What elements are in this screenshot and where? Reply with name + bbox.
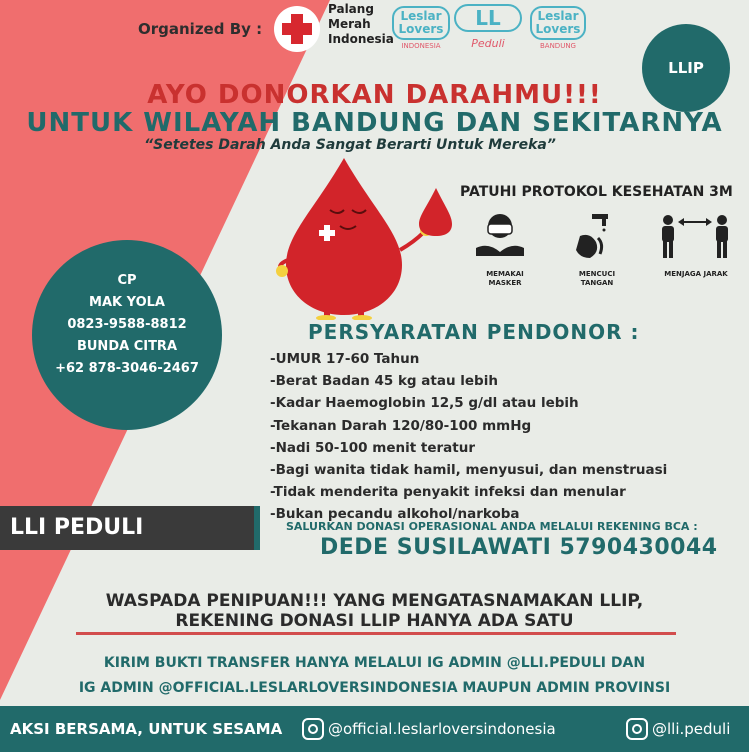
protocol-item-mask	[470, 212, 540, 288]
donation-account: DEDE SUSILAWATI 5790430044	[320, 535, 718, 560]
logo-ll-peduli-name: LL	[454, 4, 522, 32]
contact-circle	[32, 240, 222, 430]
requirement-item: -Berat Badan 45 kg atau lebih	[270, 373, 498, 390]
warning-underline	[76, 632, 676, 635]
distance-icon	[656, 212, 736, 262]
instagram-icon	[302, 718, 324, 740]
handwash-icon	[562, 212, 622, 262]
protocol-label-distance: MENJAGA JARAK	[664, 270, 728, 278]
warning-line2: REKENING DONASI LLIP HANYA ADA SATU	[175, 611, 574, 631]
footer-bar	[0, 706, 749, 752]
logo-ll-peduli-sub: Peduli	[471, 37, 505, 50]
requirement-item: -UMUR 17-60 Tahun	[270, 351, 420, 367]
instagram-icon	[626, 718, 648, 740]
protocol-item-handwash	[562, 212, 632, 288]
requirements-title: PERSYARATAN PENDONOR :	[308, 320, 640, 344]
instagram-link-official[interactable]	[302, 718, 556, 740]
requirement-item: -Bagi wanita tidak hamil, menyusui, dan menstruasi	[270, 462, 668, 479]
protocol-label-mask: MEMAKAI MASKER	[486, 270, 524, 287]
contact-phone1: 0823-9588-8812	[67, 317, 187, 332]
requirement-item: -Bukan pecandu alkohol/narkoba	[270, 506, 520, 523]
logo-leslar-indonesia-name: Leslar Lovers	[392, 6, 450, 40]
logo-leslar-bandung-name: Leslar Lovers	[530, 6, 586, 40]
lli-peduli-banner: LLI PEDULI	[0, 506, 260, 550]
protocol-title: PATUHI PROTOKOL KESEHATAN 3M	[460, 184, 733, 200]
main-title-line1: AYO DONORKAN DARAHMU!!!	[147, 80, 602, 110]
requirement-item: -Tekanan Darah 120/80-100 mmHg	[270, 417, 532, 434]
mask-icon	[470, 212, 530, 262]
requirement-item: -Kadar Haemoglobin 12,5 g/dl atau lebih	[270, 395, 579, 412]
blood-drop-mascot-icon	[274, 150, 464, 320]
requirements-list	[270, 348, 667, 526]
instagram-link-lli-peduli[interactable]	[626, 718, 730, 740]
warning-line1: WASPADA PENIPUAN!!! YANG MENGATASNAMAKAN LLIP,	[105, 591, 644, 611]
donation-note: SALURKAN DONASI OPERASIONAL ANDA MELALUI REKENING BCA :	[286, 520, 698, 533]
tagline: “Setetes Darah Anda Sangat Berarti Untuk Mereka”	[144, 137, 556, 153]
logo-leslar-bandung-sub: BANDUNG	[539, 42, 576, 50]
requirement-item: -Tidak menderita penyakit infeksi dan menular	[270, 484, 626, 501]
footer-slogan: AKSI BERSAMA, UNTUK SESAMA	[10, 720, 283, 738]
transfer-line2: IG ADMIN @OFFICIAL.LESLARLOVERSINDONESIA MAUPUN ADMIN PROVINSI	[78, 680, 671, 696]
requirement-item: -Nadi 50-100 menit teratur	[270, 439, 475, 456]
contact-phone2: +62 878-3046-2467	[55, 361, 199, 376]
pmi-name: Palang Merah Indonesia	[328, 2, 394, 46]
logo-leslar-indonesia-sub: INDONESIA	[401, 42, 441, 50]
contact-person1: MAK YOLA	[89, 295, 165, 310]
contact-label: CP	[117, 273, 137, 288]
logo-ll-peduli	[454, 4, 522, 56]
instagram-handle-official: @official.leslarloversindonesia	[328, 720, 556, 738]
pmi-logo	[274, 6, 320, 52]
transfer-line1: KIRIM BUKTI TRANSFER HANYA MELALUI IG ADMIN @LLI.PEDULI DAN	[103, 655, 646, 671]
organized-by-label: Organized By :	[138, 20, 263, 38]
contact-person2: BUNDA CITRA	[76, 339, 178, 354]
protocol-item-distance	[656, 212, 736, 279]
main-title-line2: UNTUK WILAYAH BANDUNG DAN SEKITARNYA	[26, 108, 723, 138]
protocol-label-handwash: MENCUCI TANGAN	[578, 270, 616, 287]
llip-badge: LLIP	[642, 24, 730, 112]
instagram-handle-lli-peduli: @lli.peduli	[652, 720, 731, 738]
logo-leslar-indonesia	[392, 6, 450, 53]
red-cross-icon	[274, 6, 320, 52]
logo-leslar-bandung	[530, 6, 586, 53]
